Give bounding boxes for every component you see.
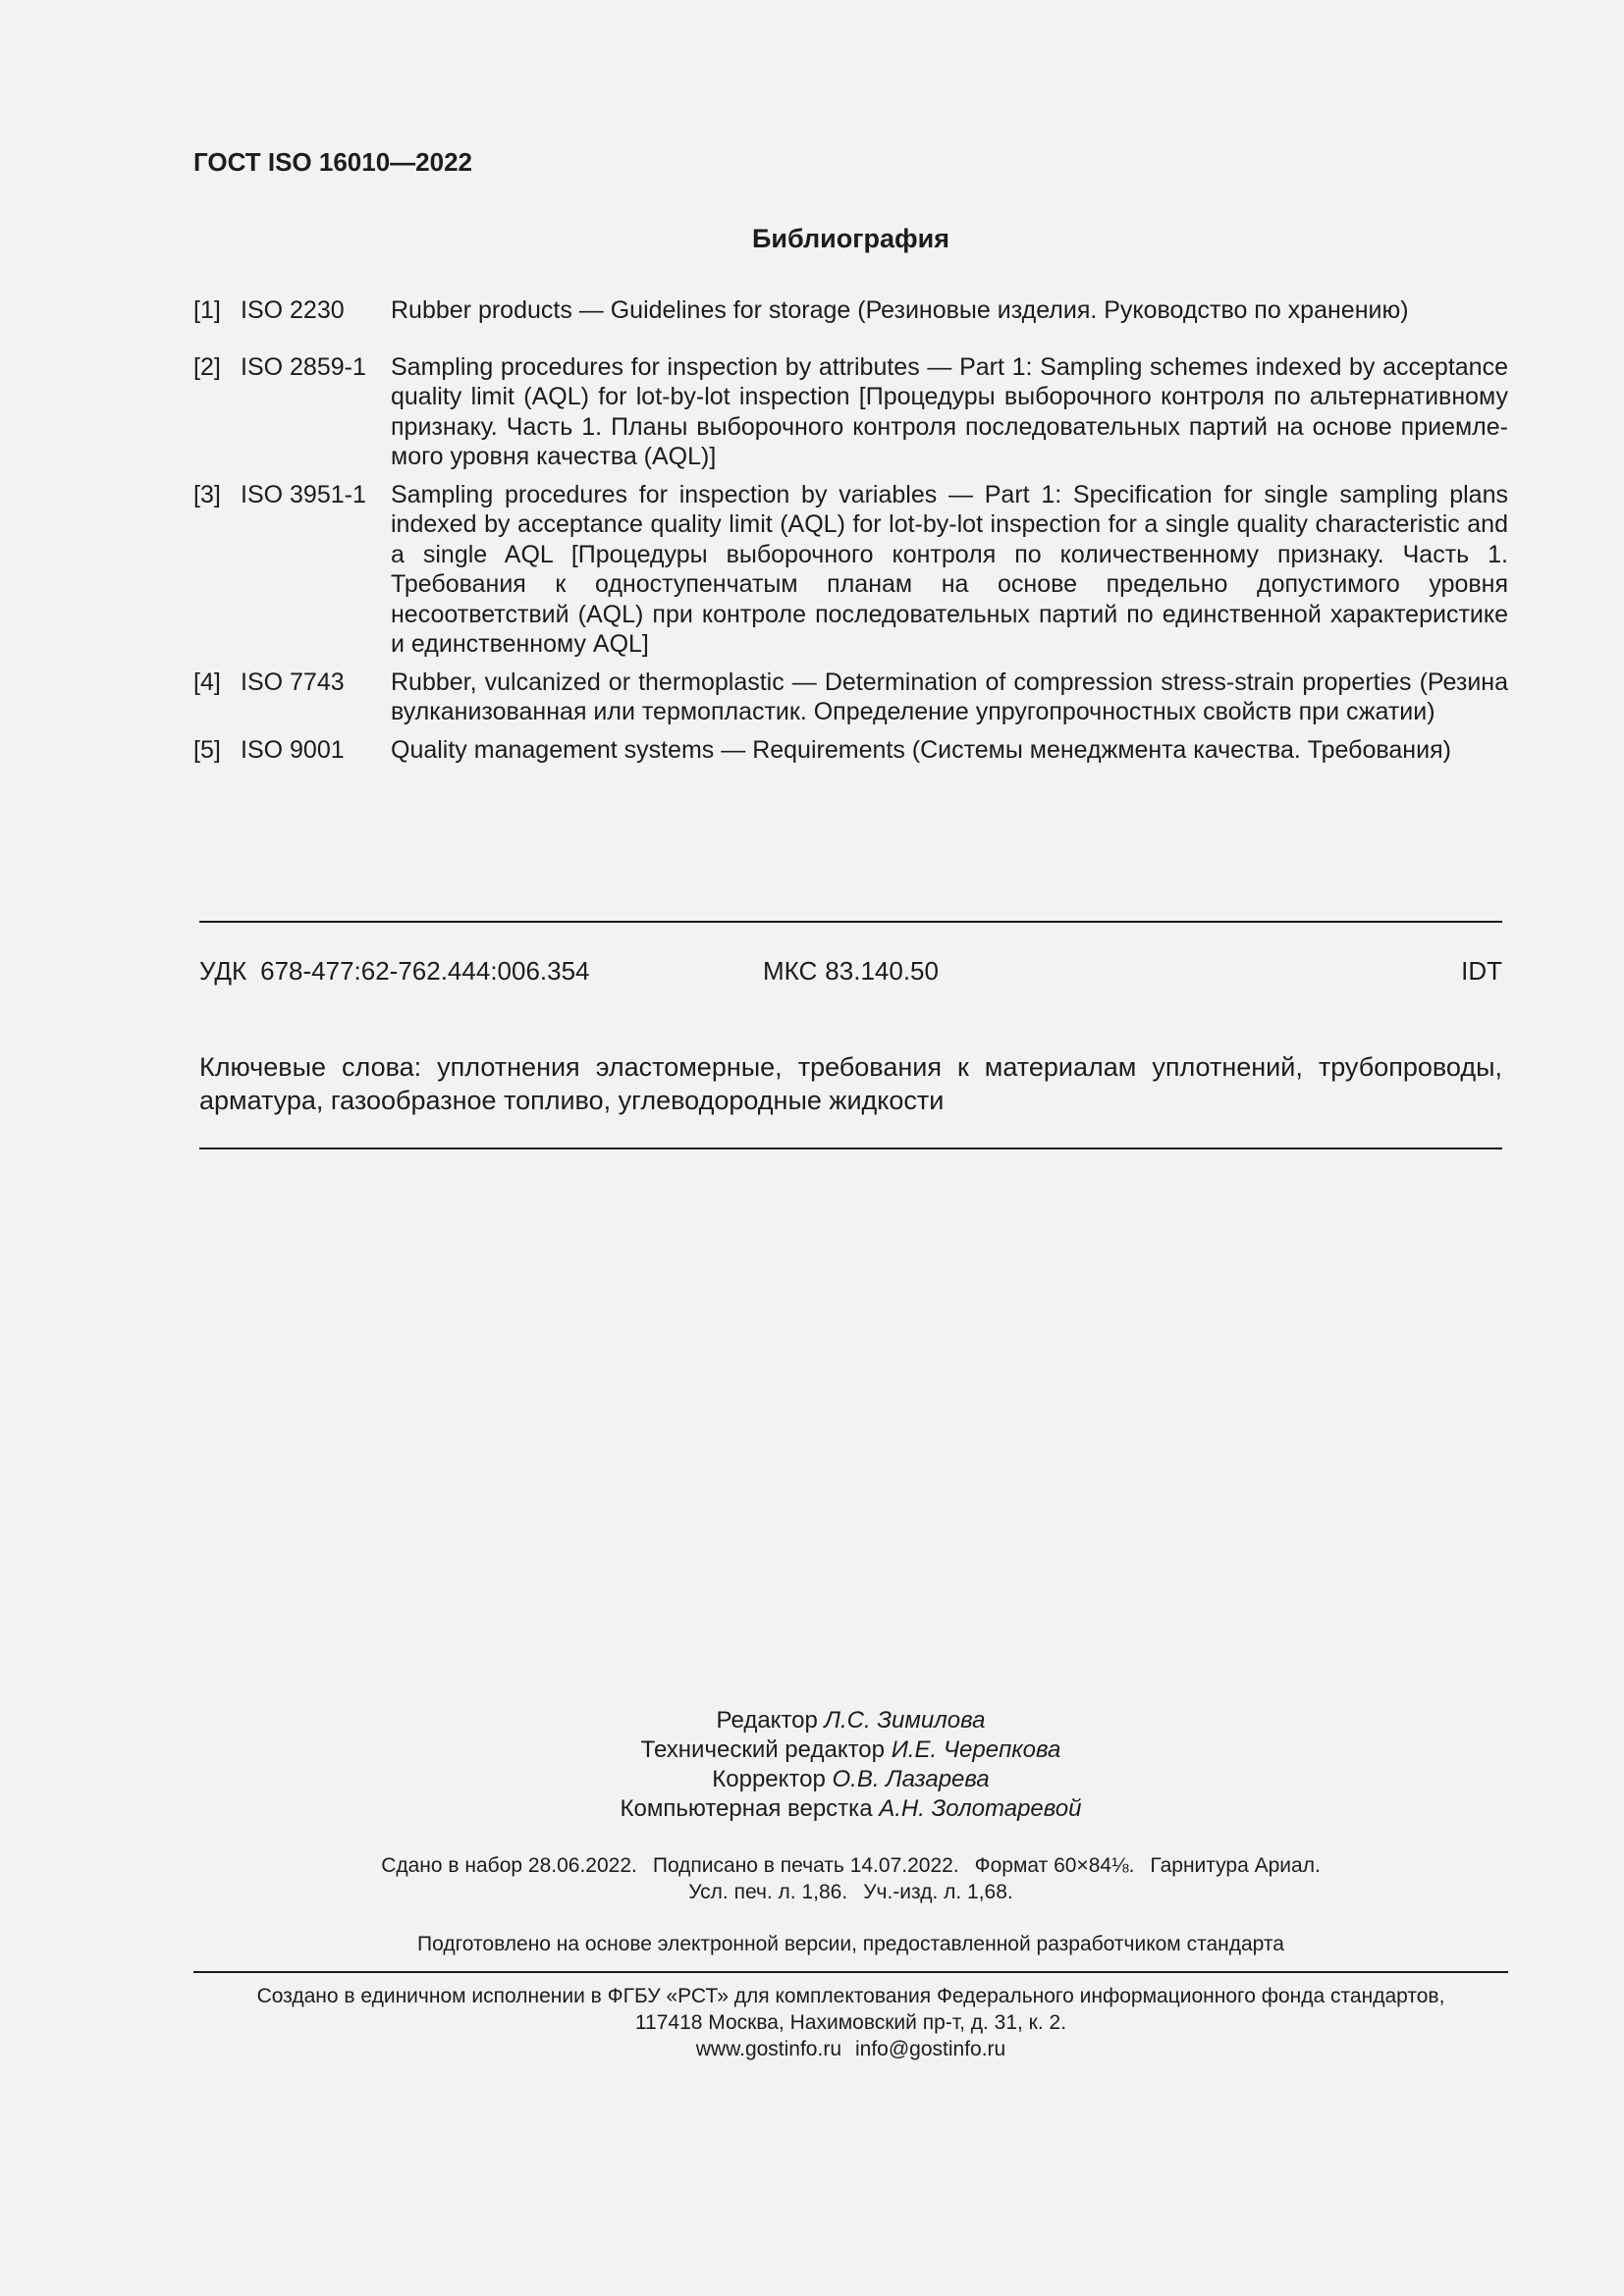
udc-classification (199, 956, 590, 986)
mks-code: 83.140.50 (825, 956, 939, 986)
mks-label: МКС (763, 956, 818, 986)
divider-line (199, 921, 1502, 923)
credit-name: О.В. Лазарева (832, 1766, 990, 1792)
entry-number: [5] (193, 735, 221, 764)
credit-role: Корректор (712, 1766, 826, 1792)
print-information (0, 1852, 1624, 1905)
website-link[interactable]: www.gostinfo.ru (695, 2038, 841, 2060)
entry-title: Rubber, vulcanized or thermoplastic — Determination of compression stress-strain properties (Резина вулканизованная или термопластик. Определение упругопрочностных свойств при сжатии) (391, 667, 1508, 725)
entry-standard-code: ISO 9001 (241, 735, 345, 764)
entry-title: Quality management systems — Requirements (Системы менеджмента качества. Требования) (391, 735, 1451, 764)
bibliography-entry (193, 352, 1508, 472)
divider-line (193, 1971, 1508, 1973)
credit-line (0, 1765, 1624, 1794)
email-link[interactable]: info@gostinfo.ru (855, 2038, 1006, 2060)
credit-name: Л.С. Зимилова (824, 1707, 986, 1734)
entry-number: [1] (193, 296, 221, 324)
credit-name: И.Е. Черепкова (891, 1736, 1061, 1763)
signed-date: Подписано в печать 14.07.2022. (652, 1854, 959, 1877)
entry-number: [2] (193, 352, 221, 381)
credit-line (0, 1794, 1624, 1824)
conventional-sheets: Усл. печ. л. 1,86. (688, 1881, 848, 1903)
udc-label: УДК (199, 956, 247, 986)
degree-of-correspondence: IDT (1461, 956, 1502, 986)
bibliography-entry (193, 295, 1508, 326)
credit-role: Редактор (716, 1707, 818, 1734)
entry-title: Rubber products — Guidelines for storage (Резиновые изделия. Руководство по хранению) (391, 296, 1409, 324)
print-info-line (0, 1852, 1624, 1879)
entry-title: Sampling procedures for inspection by attributes — Part 1: Sampling schemes indexed by acceptance quality limit (AQL) for lot-by-lot inspection [Процедуры выборочного контроля по альтернативному признаку. Часть 1. Планы выборочного контроля последовательных партий на основе приемлемого уровня качества (AQL)] (391, 352, 1508, 470)
credit-role: Технический редактор (640, 1736, 886, 1763)
entry-standard-code: ISO 2230 (241, 296, 345, 324)
keywords-paragraph: Ключевые слова: уплотнения эластомерные, требования к материалам уплотнений, трубопроводы, арматура, газообразное топливо, углеводородные жидкости (199, 1052, 1502, 1115)
bibliography-entry (193, 667, 1508, 727)
print-info-line (0, 1879, 1624, 1905)
bibliography-heading: Библиография (752, 224, 949, 253)
credit-name: А.Н. Золотаревой (879, 1795, 1082, 1822)
entry-standard-code: ISO 2859-1 (241, 352, 366, 381)
udc-code: 678-477:62-762.444:006.354 (260, 956, 590, 986)
prepared-note: Подготовлено на основе электронной версии, предоставленной разработчиком стандарта (417, 1933, 1284, 1955)
publishing-sheets: Уч.-изд. л. 1,68. (863, 1881, 1013, 1903)
credit-role: Компьютерная верстка (620, 1795, 873, 1822)
typeset-date: Сдано в набор 28.06.2022. (381, 1854, 637, 1877)
entry-title: Sampling procedures for inspection by variables — Part 1: Specification for single sampling plans indexed by acceptance quality limit (AQL) for lot-by-lot inspection for a single quality characteristic and a single AQL [Процедуры выборочного контроля по количественному признаку. Часть 1. Требования к одноступенчатым планам на основе предельно допустимого уровня несоответствий (AQL) при контроле последовательных партий по единственной характеристике и единственному AQL] (391, 480, 1508, 658)
imprint-contacts (0, 2036, 1624, 2062)
bibliography-entry (193, 480, 1508, 660)
divider-line (199, 1148, 1502, 1149)
entry-number: [4] (193, 667, 221, 696)
document-code: ГОСТ ISO 16010—2022 (193, 147, 473, 177)
entry-number: [3] (193, 480, 221, 508)
imprint-address: 117418 Москва, Нахимовский пр-т, д. 31, к. 2. (634, 2011, 1067, 2034)
bibliography-list (193, 295, 1508, 773)
credit-line (0, 1735, 1624, 1765)
bibliography-entry (193, 735, 1508, 766)
entry-standard-code: ISO 7743 (241, 667, 345, 696)
mks-classification (763, 956, 939, 986)
entry-standard-code: ISO 3951-1 (241, 480, 366, 508)
editorial-credits (0, 1706, 1624, 1824)
credit-line (0, 1706, 1624, 1735)
paper-format: Формат 60×84⅛. (974, 1854, 1135, 1877)
imprint-line: Создано в единичном исполнении в ФГБУ «РСТ» для комплектования Федерального информационного фонда стандартов, (256, 1985, 1445, 2007)
publisher-imprint (0, 1983, 1624, 2062)
typeface: Гарнитура Ариал. (1150, 1854, 1321, 1877)
